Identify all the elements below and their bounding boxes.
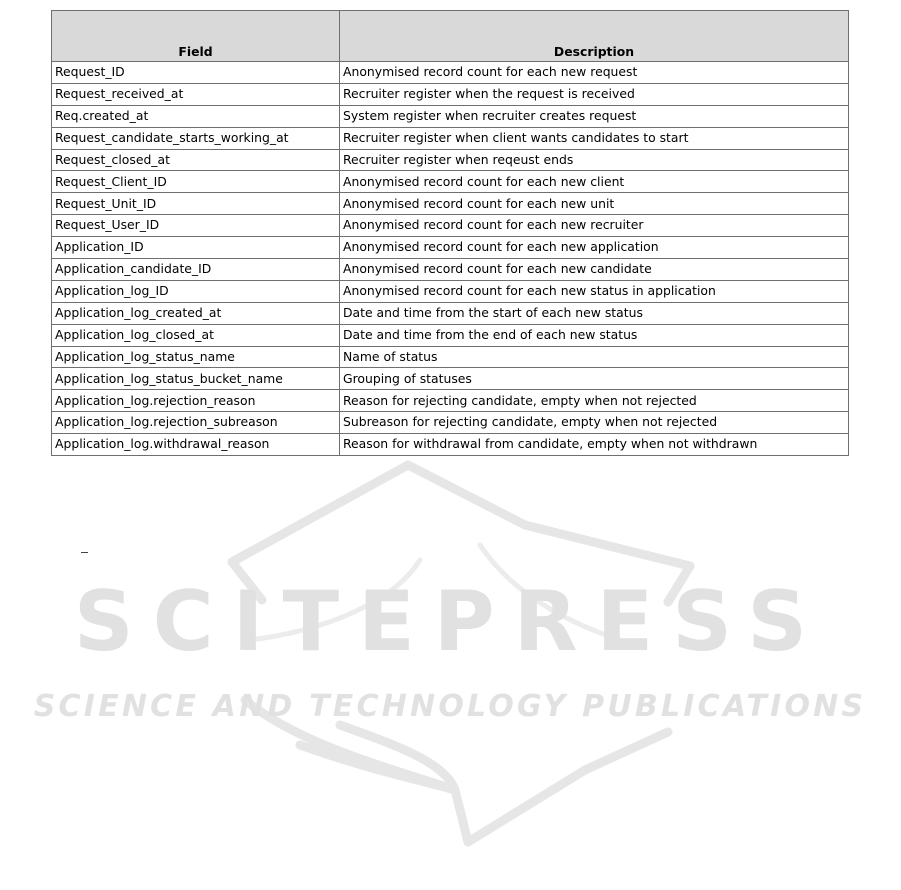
stray-mark: [81, 552, 88, 553]
table-row: [52, 390, 849, 412]
table-row: [52, 434, 849, 456]
field-cell: Application_log.withdrawal_reason: [52, 434, 340, 456]
field-cell: Application_log_created_at: [52, 302, 340, 324]
field-cell: Request_closed_at: [52, 149, 340, 171]
table-row: [52, 324, 849, 346]
watermark-brand-text: SCITEPRESS: [73, 573, 827, 670]
table-row: [52, 193, 849, 215]
field-cell: Request_Unit_ID: [52, 193, 340, 215]
field-cell: Application_candidate_ID: [52, 259, 340, 281]
field-cell: Application_log_status_name: [52, 346, 340, 368]
table-row: [52, 127, 849, 149]
table-row: [52, 105, 849, 127]
description-cell: Recruiter register when client wants candidates to start: [340, 127, 849, 149]
description-cell: Recruiter register when the request is received: [340, 83, 849, 105]
field-cell: Application_log.rejection_reason: [52, 390, 340, 412]
description-cell: Grouping of statuses: [340, 368, 849, 390]
description-cell: Anonymised record count for each new recruiter: [340, 215, 849, 237]
table-row: [52, 302, 849, 324]
field-cell: Request_ID: [52, 62, 340, 84]
table-row: [52, 368, 849, 390]
description-cell: Reason for withdrawal from candidate, empty when not withdrawn: [340, 434, 849, 456]
description-cell: Anonymised record count for each new application: [340, 237, 849, 259]
table-row: [52, 412, 849, 434]
description-cell: Date and time from the start of each new status: [340, 302, 849, 324]
description-cell: Recruiter register when reqeust ends: [340, 149, 849, 171]
table-row: [52, 280, 849, 302]
description-cell: Anonymised record count for each new request: [340, 62, 849, 84]
field-cell: Application_ID: [52, 237, 340, 259]
description-cell: Reason for rejecting candidate, empty when not rejected: [340, 390, 849, 412]
table-header-row: [52, 11, 849, 62]
fields-table-container: [51, 10, 848, 456]
description-cell: Anonymised record count for each new unit: [340, 193, 849, 215]
field-cell: Req.created_at: [52, 105, 340, 127]
description-cell: Name of status: [340, 346, 849, 368]
description-cell: Date and time from the end of each new status: [340, 324, 849, 346]
field-cell: Application_log_status_bucket_name: [52, 368, 340, 390]
description-cell: Anonymised record count for each new candidate: [340, 259, 849, 281]
table-row: [52, 237, 849, 259]
field-cell: Application_log.rejection_subreason: [52, 412, 340, 434]
field-cell: Request_candidate_starts_working_at: [52, 127, 340, 149]
table-row: [52, 171, 849, 193]
header-description: Description: [340, 11, 849, 62]
description-cell: Subreason for rejecting candidate, empty when not rejected: [340, 412, 849, 434]
table-row: [52, 149, 849, 171]
table-row: [52, 62, 849, 84]
table-row: [52, 259, 849, 281]
field-cell: Application_log_closed_at: [52, 324, 340, 346]
field-cell: Request_received_at: [52, 83, 340, 105]
field-cell: Request_Client_ID: [52, 171, 340, 193]
table-body: [52, 62, 849, 456]
description-cell: System register when recruiter creates request: [340, 105, 849, 127]
table-row: [52, 215, 849, 237]
field-cell: Request_User_ID: [52, 215, 340, 237]
table-row: [52, 83, 849, 105]
fields-table: [51, 10, 849, 456]
field-cell: Application_log_ID: [52, 280, 340, 302]
header-field: Field: [52, 11, 340, 62]
description-cell: Anonymised record count for each new status in application: [340, 280, 849, 302]
watermark-tagline-text: SCIENCE AND TECHNOLOGY PUBLICATIONS: [33, 689, 867, 724]
description-cell: Anonymised record count for each new client: [340, 171, 849, 193]
table-row: [52, 346, 849, 368]
